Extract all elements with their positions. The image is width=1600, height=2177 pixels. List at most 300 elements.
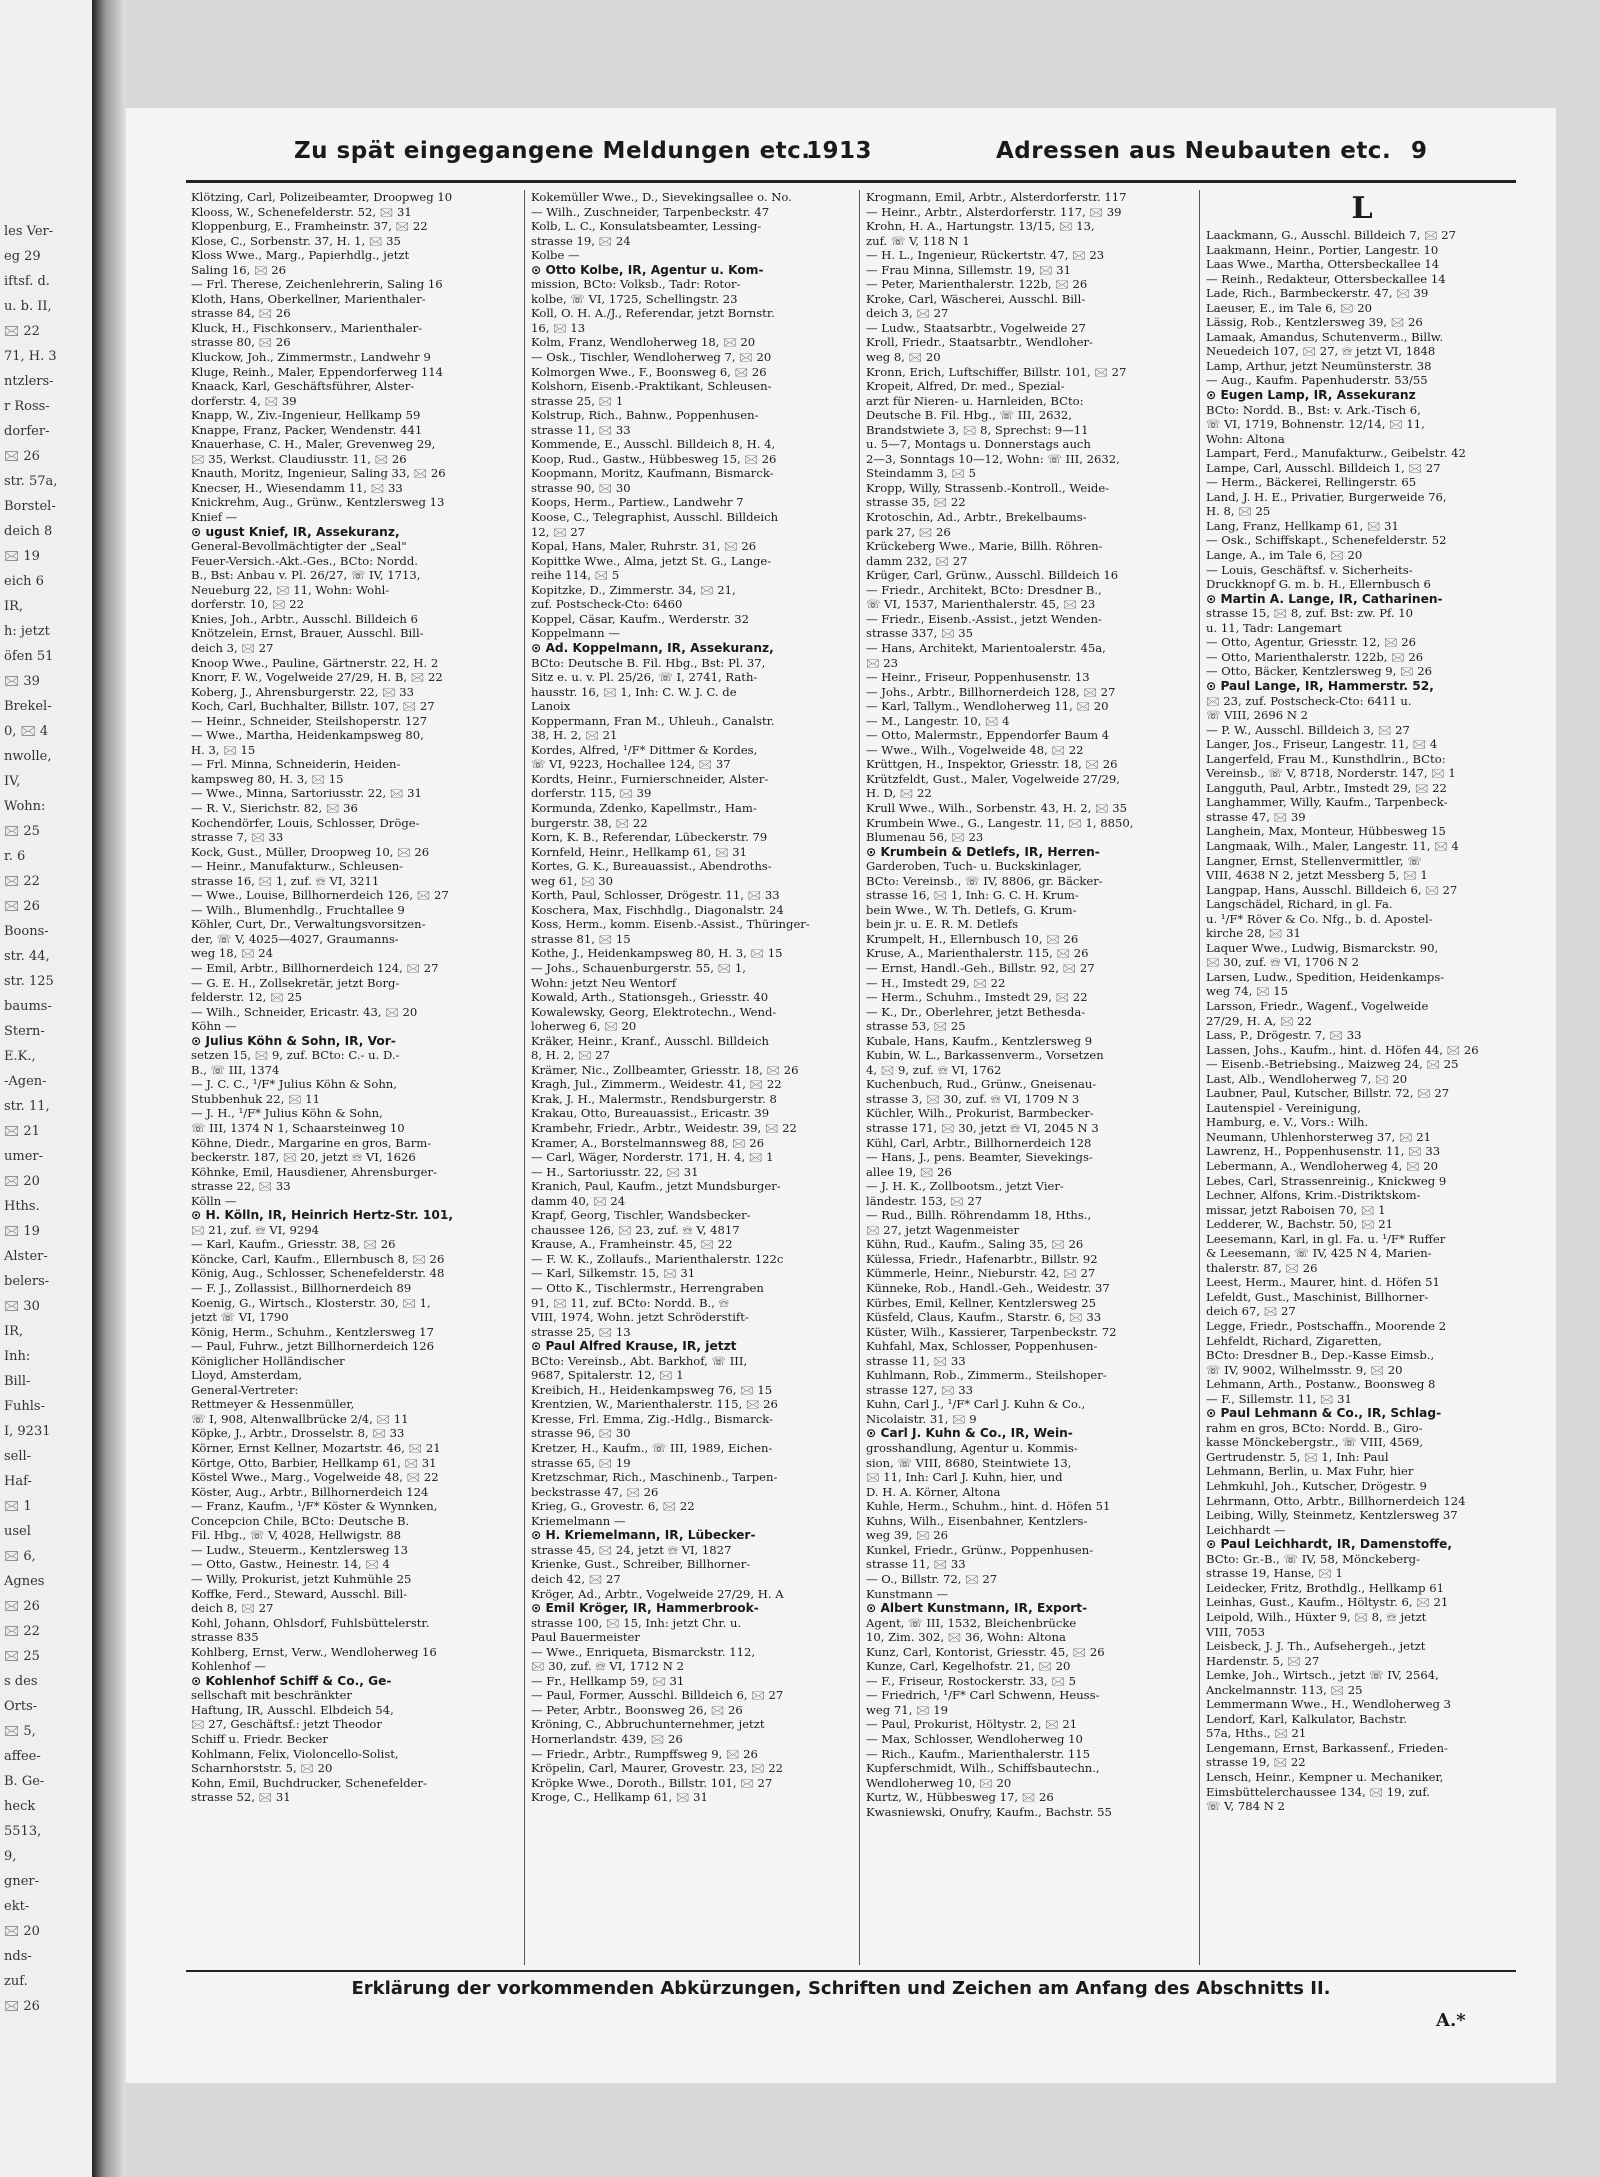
directory-entry: Koopmann, Moritz, Kaufmann, Bismarck- bbox=[531, 466, 774, 481]
directory-entry: ⊙ Emil Kröger, IR, Hammerbrook- bbox=[531, 1601, 759, 1616]
directory-entry: Lang, Franz, Hellkamp 61, 🖂 31 bbox=[1206, 518, 1399, 533]
directory-entry: Neumann, Uhlenhorsterweg 37, 🖂 21 bbox=[1206, 1129, 1431, 1144]
directory-entry: Lensch, Heinr., Kempner u. Mechaniker, bbox=[1206, 1769, 1444, 1784]
facing-page-fragment: belers- bbox=[4, 1274, 50, 1289]
directory-entry: Concepcion Chile, BCto: Deutsche B. bbox=[191, 1513, 410, 1528]
directory-entry: 🖂 23 bbox=[866, 655, 899, 670]
directory-entry: — Hans, Architekt, Marientoalerstr. 45a, bbox=[866, 640, 1106, 655]
facing-page-fragment: 🖂 20 bbox=[4, 1924, 40, 1939]
directory-entry: Laquer Wwe., Ludwig, Bismarckstr. 90, bbox=[1206, 940, 1439, 955]
directory-entry: BCto: Deutsche B. Fil. Hbg., Bst: Pl. 37, bbox=[531, 655, 766, 670]
facing-page-fragment: Inh: bbox=[4, 1349, 31, 1364]
facing-page-fragment: h: jetzt bbox=[4, 624, 50, 639]
facing-page-fragment: 5513, bbox=[4, 1824, 42, 1839]
facing-page-fragment: 71, H. 3 bbox=[4, 349, 57, 364]
directory-entry: Kolshorn, Eisenb.-Praktikant, Schleusen- bbox=[531, 379, 772, 394]
directory-entry: Kuhfahl, Max, Schlosser, Poppenhusen- bbox=[866, 1339, 1098, 1354]
directory-entry: Koenig, G., Wirtsch., Klosterstr. 30, 🖂 1, bbox=[191, 1295, 431, 1310]
directory-entry: kampsweg 80, H. 3, 🖂 15 bbox=[191, 771, 344, 786]
directory-entry: Kramer, A., Borstelmannsweg 88, 🖂 26 bbox=[531, 1135, 765, 1150]
facing-page-fragment: E.K., bbox=[4, 1049, 36, 1064]
directory-entry: Lampe, Carl, Ausschl. Billdeich 1, 🖂 27 bbox=[1206, 460, 1441, 475]
directory-entry: Blumenau 56, 🖂 23 bbox=[866, 830, 984, 845]
directory-entry: 🖂 23, zuf. Postscheck-Cto: 6411 u. bbox=[1206, 693, 1412, 708]
column-4 bbox=[1206, 190, 1518, 1814]
directory-entry: Köhne, Diedr., Margarine en gros, Barm- bbox=[191, 1135, 432, 1150]
directory-entry: — Max, Schlosser, Wendloherweg 10 bbox=[866, 1731, 1083, 1746]
directory-entry: Köhn — bbox=[191, 1019, 237, 1034]
directory-entry: B., ☏ III, 1374 bbox=[191, 1062, 280, 1077]
page-number: 9 bbox=[1411, 138, 1428, 164]
directory-entry: hausstr. 16, 🖂 1, Inh: C. W. J. C. de bbox=[531, 684, 737, 699]
directory-entry: — Carl, Wäger, Norderstr. 171, H. 4, 🖂 1 bbox=[531, 1150, 774, 1165]
directory-entry: strasse 15, 🖂 8, zuf. Bst: zw. Pf. 10 bbox=[1206, 606, 1414, 621]
directory-entry: Küsfeld, Claus, Kaufm., Starstr. 6, 🖂 33 bbox=[866, 1310, 1102, 1325]
directory-entry: Kwasniewski, Onufry, Kaufm., Bachstr. 55 bbox=[866, 1804, 1112, 1819]
directory-entry: Krogmann, Emil, Arbtr., Alsterdorferstr. 117 bbox=[866, 190, 1127, 204]
directory-entry: Neuedeich 107, 🖂 27, ☏ jetzt VI, 1848 bbox=[1206, 344, 1436, 359]
facing-page-fragment: Stern- bbox=[4, 1024, 45, 1039]
header-rule bbox=[186, 180, 1516, 183]
directory-entry: 16, 🖂 13 bbox=[531, 320, 586, 335]
directory-entry: Kronn, Erich, Luftschiffer, Billstr. 101, 🖂 27 bbox=[866, 364, 1127, 379]
directory-entry: Leest, Herm., Maurer, hint. d. Höfen 51 bbox=[1206, 1275, 1440, 1290]
directory-entry: ⊙ Martin A. Lange, IR, Catharinen- bbox=[1206, 591, 1443, 606]
directory-entry: — Wilh., Zuschneider, Tarpenbeckstr. 47 bbox=[531, 204, 770, 219]
facing-page-fragment: u. b. II, bbox=[4, 299, 52, 314]
directory-entry: Kolbe — bbox=[531, 248, 580, 263]
directory-entry: ⊙ Otto Kolbe, IR, Agentur u. Kom- bbox=[531, 262, 764, 277]
directory-entry: 8, H. 2, 🖂 27 bbox=[531, 1048, 610, 1063]
directory-entry: strasse 65, 🖂 19 bbox=[531, 1455, 631, 1470]
directory-entry: Krückeberg Wwe., Marie, Billh. Röhren- bbox=[866, 539, 1103, 554]
directory-entry: Langschädel, Richard, in gl. Fa. bbox=[1206, 897, 1393, 912]
directory-entry: Steindamm 3, 🖂 5 bbox=[866, 466, 977, 481]
facing-page-fragment: umer- bbox=[4, 1149, 43, 1164]
directory-entry: Scharnhorststr. 5, 🖂 20 bbox=[191, 1761, 333, 1776]
directory-entry: — Otto, Bäcker, Kentzlersweg 9, 🖂 26 bbox=[1206, 664, 1433, 679]
directory-entry: Kretzschmar, Rich., Maschinenb., Tarpen- bbox=[531, 1470, 778, 1485]
directory-entry: Leidecker, Fritz, Brothdlg., Hellkamp 61 bbox=[1206, 1580, 1444, 1595]
directory-entry: Kragh, Jul., Zimmerm., Weidestr. 41, 🖂 22 bbox=[531, 1077, 782, 1092]
directory-entry: ⊙ Ad. Koppelmann, IR, Assekuranz, bbox=[531, 640, 774, 655]
directory-entry: Korth, Paul, Schlosser, Drögestr. 11, 🖂 33 bbox=[531, 888, 780, 903]
directory-entry: Lehmann, Berlin, u. Max Fuhr, hier bbox=[1206, 1464, 1414, 1479]
directory-entry: strasse 11, 🖂 33 bbox=[866, 1353, 966, 1368]
directory-entry: ⊙ H. Kriemelmann, IR, Lübecker- bbox=[531, 1528, 756, 1543]
directory-entry: König, Aug., Schlosser, Schenefelderstr. 48 bbox=[191, 1266, 445, 1281]
directory-entry: Lehmann, Arth., Postanw., Boonsweg 8 bbox=[1206, 1377, 1436, 1392]
directory-entry: General-Bevollmächtigter der „Seal" bbox=[191, 539, 407, 554]
directory-entry: Eimsbüttelerchaussee 134, 🖂 19, zuf. bbox=[1206, 1784, 1430, 1799]
directory-entry: Köster, Aug., Arbtr., Billhornerdeich 124 bbox=[191, 1484, 429, 1499]
directory-entry: Legge, Friedr., Postschaffn., Moorende 2 bbox=[1206, 1319, 1447, 1334]
directory-entry: Kolstrup, Rich., Bahnw., Poppenhusen- bbox=[531, 408, 759, 423]
directory-entry: — Johs., Schauenburgerstr. 55, 🖂 1, bbox=[531, 960, 746, 975]
directory-entry: Köpke, J., Arbtr., Drosselstr. 8, 🖂 33 bbox=[191, 1426, 405, 1441]
facing-page-fragment: 0, 🖂 4 bbox=[4, 724, 49, 739]
directory-entry: Kroke, Carl, Wäscherei, Ausschl. Bill- bbox=[866, 291, 1086, 306]
column-3 bbox=[866, 190, 1178, 1819]
directory-entry: Kokemüller Wwe., D., Sievekingsallee o. No. bbox=[531, 190, 792, 204]
directory-entry: — Fr., Hellkamp 59, 🖂 31 bbox=[531, 1673, 685, 1688]
facing-page-fragment: 🖂 1 bbox=[4, 1499, 32, 1514]
directory-entry: Körner, Ernst Kellner, Mozartstr. 46, 🖂 21 bbox=[191, 1441, 441, 1456]
facing-page-fragment: nds- bbox=[4, 1949, 32, 1964]
directory-entry: Langhein, Max, Monteur, Hübbesweg 15 bbox=[1206, 824, 1446, 839]
directory-entry: General-Vertreter: bbox=[191, 1382, 299, 1397]
directory-entry: — F. W. K., Zollaufs., Marienthalerstr. 122c bbox=[531, 1251, 784, 1266]
directory-entry: Ledderer, W., Bachstr. 50, 🖂 21 bbox=[1206, 1217, 1394, 1232]
directory-entry: — Frau Minna, Sillemstr. 19, 🖂 31 bbox=[866, 262, 1072, 277]
directory-entry: ländestr. 153, 🖂 27 bbox=[866, 1193, 983, 1208]
directory-entry: strasse 127, 🖂 33 bbox=[866, 1382, 974, 1397]
directory-entry: Feuer-Versich.-Akt.-Ges., BCto: Nordd. bbox=[191, 553, 418, 568]
facing-page-fragment: str. 11, bbox=[4, 1099, 50, 1114]
page-header bbox=[126, 138, 1556, 170]
signature-mark: A.* bbox=[1436, 2010, 1466, 2031]
directory-entry: Knauth, Moritz, Ingenieur, Saling 33, 🖂 26 bbox=[191, 466, 446, 481]
directory-entry: — Aug., Kaufm. Papenhuderstr. 53/55 bbox=[1206, 373, 1428, 388]
directory-entry: 38, H. 2, 🖂 21 bbox=[531, 728, 618, 743]
facing-page-fragment: sell- bbox=[4, 1449, 32, 1464]
directory-entry: dorferstr. 10, 🖂 22 bbox=[191, 597, 305, 612]
directory-entry: Lamp, Arthur, jetzt Neumünsterstr. 38 bbox=[1206, 358, 1432, 373]
facing-page-fragment: IR, bbox=[4, 599, 24, 614]
directory-entry: — Louis, Geschäftsf. v. Sicherheits- bbox=[1206, 562, 1413, 577]
facing-page-fragment: -Agen- bbox=[4, 1074, 47, 1089]
directory-entry: strasse 84, 🖂 26 bbox=[191, 306, 291, 321]
directory-entry: u. 11, Tadr: Langemart bbox=[1206, 620, 1342, 635]
directory-entry: — Paul, Former, Ausschl. Billdeich 6, 🖂 27 bbox=[531, 1688, 784, 1703]
directory-entry: Kloppenburg, E., Framheinstr. 37, 🖂 22 bbox=[191, 219, 428, 234]
directory-entry: Kunze, Carl, Kegelhofstr. 21, 🖂 20 bbox=[866, 1659, 1071, 1674]
directory-entry: — Reinh., Redakteur, Ottersbeckallee 14 bbox=[1206, 271, 1446, 286]
directory-entry: — J. C. C., ¹/F* Julius Köhn & Sohn, bbox=[191, 1077, 397, 1092]
facing-page-fragment: 🖂 39 bbox=[4, 674, 40, 689]
directory-entry: Kock, Gust., Müller, Droopweg 10, 🖂 26 bbox=[191, 844, 430, 859]
directory-entry: Kordes, Alfred, ¹/F* Dittmer & Kordes, bbox=[531, 742, 758, 757]
facing-page-fragment: 🖂 26 bbox=[4, 899, 40, 914]
directory-entry: strasse 171, 🖂 30, jetzt ☏ VI, 2045 N 3 bbox=[866, 1121, 1099, 1135]
directory-entry: H. 3, 🖂 15 bbox=[191, 742, 256, 757]
directory-entry: beckerstr. 187, 🖂 20, jetzt ☏ VI, 1626 bbox=[191, 1150, 416, 1165]
directory-entry: zuf. ☏ V, 118 N 1 bbox=[866, 233, 970, 248]
facing-page-fragment: öfen 51 bbox=[4, 649, 54, 664]
directory-entry: Nicolaistr. 31, 🖂 9 bbox=[866, 1411, 977, 1426]
facing-page-fragment: str. 125 bbox=[4, 974, 54, 989]
directory-entry: Kopitzke, D., Zimmerstr. 34, 🖂 21, bbox=[531, 582, 736, 597]
directory-entry: Knief — bbox=[191, 510, 238, 525]
facing-page-fragment: heck bbox=[4, 1799, 36, 1814]
facing-page-fragment: Hths. bbox=[4, 1199, 40, 1214]
directory-entry: Rettmeyer & Hessenmüller, bbox=[191, 1397, 355, 1412]
directory-entry: Kruse, A., Marienthalerstr. 115, 🖂 26 bbox=[866, 946, 1089, 961]
directory-entry: Kuhn, Carl J., ¹/F* Carl J. Kuhn & Co., bbox=[866, 1397, 1086, 1412]
directory-entry: — F. J., Zollassist., Billhornerdeich 89 bbox=[191, 1281, 412, 1296]
directory-entry: Kräker, Heinr., Kranf., Ausschl. Billdeich bbox=[531, 1033, 769, 1048]
directory-entry: Kupferschmidt, Wilh., Schiffsbautechn., bbox=[866, 1761, 1100, 1776]
directory-entry: bein jr. u. E. R. M. Detlefs bbox=[866, 917, 1019, 932]
directory-entry: Leisbeck, J. J. Th., Aufsehergeh., jetzt bbox=[1206, 1639, 1426, 1654]
facing-page-fragment: str. 57a, bbox=[4, 474, 58, 489]
directory-entry: Lebes, Carl, Strassenreinig., Knickweg 9 bbox=[1206, 1173, 1447, 1188]
directory-entry: Hardenstr. 5, 🖂 27 bbox=[1206, 1653, 1320, 1668]
directory-entry: Köhnke, Emil, Hausdiener, Ahrensburger- bbox=[191, 1164, 437, 1179]
directory-entry: Koppermann, Fran M., Uhleuh., Canalstr. bbox=[531, 713, 775, 728]
directory-entry: Langguth, Paul, Arbtr., Imstedt 29, 🖂 22 bbox=[1206, 780, 1447, 795]
directory-entry: — Osk., Schiffskapt., Schenefelderstr. 52 bbox=[1206, 533, 1447, 548]
directory-entry: Deutsche B. Fil. Hbg., ☏ III, 2632, bbox=[866, 408, 1072, 423]
directory-entry: — Ernst, Handl.-Geh., Billstr. 92, 🖂 27 bbox=[866, 960, 1095, 975]
directory-entry: 12, 🖂 27 bbox=[531, 524, 586, 539]
directory-entry: — Wilh., Schneider, Ericastr. 43, 🖂 20 bbox=[191, 1004, 418, 1019]
directory-entry: D. H. A. Körner, Altona bbox=[866, 1484, 1001, 1499]
directory-entry: Krumpelt, H., Ellernbusch 10, 🖂 26 bbox=[866, 931, 1079, 946]
directory-entry: Langner, Ernst, Stellenvermittler, ☏ bbox=[1206, 853, 1422, 868]
directory-entry: Koop, Rud., Gastw., Hübbesweg 15, 🖂 26 bbox=[531, 451, 777, 466]
facing-page-fragment: str. 44, bbox=[4, 949, 50, 964]
directory-entry: Knauerhase, C. H., Maler, Grevenweg 29, bbox=[191, 437, 436, 452]
directory-entry: 🖂 30, zuf. ☏ VI, 1706 N 2 bbox=[1206, 955, 1359, 970]
directory-entry: Laackmann, G., Ausschl. Billdeich 7, 🖂 27 bbox=[1206, 228, 1456, 242]
directory-entry: Kohlmann, Felix, Violoncello-Solist, bbox=[191, 1746, 399, 1761]
directory-entry: — Paul, Fuhrw., jetzt Billhornerdeich 126 bbox=[191, 1339, 434, 1354]
directory-entry: Lengemann, Ernst, Barkassenf., Frieden- bbox=[1206, 1740, 1448, 1755]
directory-entry: dorferstr. 115, 🖂 39 bbox=[531, 786, 652, 801]
directory-entry: strasse 19, 🖂 22 bbox=[1206, 1755, 1306, 1770]
directory-entry: Koberg, J., Ahrensburgerstr. 22, 🖂 33 bbox=[191, 684, 415, 699]
directory-entry: Koll, O. H. A./J., Referendar, jetzt Bornstr. bbox=[531, 306, 775, 321]
directory-entry: sion, ☏ VIII, 8680, Steintwiete 13, bbox=[866, 1455, 1072, 1470]
directory-entry: Leesemann, Karl, in gl. Fa. u. ¹/F* Ruffer bbox=[1206, 1231, 1446, 1246]
directory-entry: Lehfeldt, Richard, Zigaretten, bbox=[1206, 1333, 1382, 1348]
directory-entry: missar, jetzt Raboisen 70, 🖂 1 bbox=[1206, 1202, 1386, 1217]
facing-page-fragment: IV, bbox=[4, 774, 21, 789]
directory-entry: ⊙ Kohlenhof Schiff & Co., Ge- bbox=[191, 1673, 392, 1688]
facing-page-fragment: Fuhls- bbox=[4, 1399, 45, 1414]
directory-entry: deich 67, 🖂 27 bbox=[1206, 1304, 1296, 1319]
directory-entry: Krause, A., Framheinstr. 45, 🖂 22 bbox=[531, 1237, 733, 1252]
directory-entry: jetzt ☏ VI, 1790 bbox=[191, 1310, 289, 1325]
directory-entry: BCto: Gr.-B., ☏ IV, 58, Mönckeberg- bbox=[1206, 1551, 1421, 1566]
facing-page-fragment: Wohn: bbox=[4, 799, 46, 814]
directory-entry: 9687, Spitalerstr. 12, 🖂 1 bbox=[531, 1368, 684, 1383]
directory-entry: Vereinsb., ☏ V, 8718, Norderstr. 147, 🖂 1 bbox=[1206, 766, 1456, 781]
directory-entry: Kunstmann — bbox=[866, 1586, 949, 1601]
directory-entry: Kuhle, Herm., Schuhm., hint. d. Höfen 51 bbox=[866, 1499, 1111, 1514]
directory-entry: Kolmorgen Wwe., F., Boonsweg 6, 🖂 26 bbox=[531, 364, 767, 379]
facing-page-fragment: 🖂 22 bbox=[4, 874, 40, 889]
directory-entry: Knötzelein, Ernst, Brauer, Ausschl. Bill- bbox=[191, 626, 424, 641]
directory-entry: strasse 47, 🖂 39 bbox=[1206, 809, 1306, 824]
directory-entry: Kluckow, Joh., Zimmermstr., Landwehr 9 bbox=[191, 350, 431, 365]
directory-entry: Kölln — bbox=[191, 1193, 237, 1208]
directory-entry: — Osk., Tischler, Wendloherweg 7, 🖂 20 bbox=[531, 350, 772, 365]
directory-entry: — Frl. Therese, Zeichenlehrerin, Saling 16 bbox=[191, 277, 443, 292]
directory-entry: Kowalewsky, Georg, Elektrotechn., Wend- bbox=[531, 1004, 777, 1019]
directory-entry: Krieg, G., Grovestr. 6, 🖂 22 bbox=[531, 1499, 695, 1514]
directory-entry: — H., Sartoriusstr. 22, 🖂 31 bbox=[531, 1164, 699, 1179]
directory-entry: Kopal, Hans, Maler, Ruhrstr. 31, 🖂 26 bbox=[531, 539, 757, 554]
directory-entry: 57a, Hths., 🖂 21 bbox=[1206, 1726, 1307, 1741]
directory-entry: rahm en gros, BCto: Nordd. B., Giro- bbox=[1206, 1420, 1423, 1435]
directory-entry: — Ludw., Steuerm., Kentzlersweg 13 bbox=[191, 1542, 409, 1557]
directory-entry: strasse 52, 🖂 31 bbox=[191, 1790, 291, 1805]
facing-page-fragment: gner- bbox=[4, 1874, 39, 1889]
directory-entry: Lange, A., im Tale 6, 🖂 20 bbox=[1206, 548, 1363, 563]
directory-entry: B., Bst: Anbau v. Pl. 26/27, ☏ IV, 1713, bbox=[191, 568, 421, 583]
book-spine bbox=[92, 0, 126, 2177]
directory-entry: — Karl, Kaufm., Griesstr. 38, 🖂 26 bbox=[191, 1237, 396, 1252]
directory-entry: Koffke, Ferd., Steward, Ausschl. Bill- bbox=[191, 1586, 408, 1601]
directory-entry: — Otto, Marienthalerstr. 122b, 🖂 26 bbox=[1206, 649, 1424, 664]
directory-entry: — Heinr., Friseur, Poppenhusenstr. 13 bbox=[866, 670, 1090, 685]
directory-entry: Külessa, Friedr., Hafenarbtr., Billstr. 92 bbox=[866, 1251, 1098, 1266]
directory-entry: Neueburg 22, 🖂 11, Wohn: Wohl- bbox=[191, 582, 390, 597]
directory-entry: deich 3, 🖂 27 bbox=[866, 306, 949, 321]
directory-entry: ⊙ Paul Lehmann & Co., IR, Schlag- bbox=[1206, 1406, 1442, 1421]
directory-entry: — Wwe., Louise, Billhornerdeich 126, 🖂 27 bbox=[191, 888, 449, 903]
directory-entry: Sitz e. u. v. Pl. 25/26, ☏ I, 2741, Rath- bbox=[531, 670, 758, 685]
directory-entry: Klooss, W., Schenefelderstr. 52, 🖂 31 bbox=[191, 204, 412, 219]
directory-entry: Kröning, C., Abbruchunternehmer, jetzt bbox=[531, 1717, 765, 1732]
directory-entry: Lloyd, Amsterdam, bbox=[191, 1368, 303, 1383]
directory-entry: strasse 16, 🖂 1, Inh: G. C. H. Krum- bbox=[866, 888, 1079, 903]
directory-entry: Krambehr, Friedr., Arbtr., Weidestr. 39, 🖂 22 bbox=[531, 1121, 797, 1135]
directory-entry: — Otto K., Tischlermstr., Herrengraben bbox=[531, 1281, 764, 1296]
directory-entry: strasse 11, 🖂 33 bbox=[531, 422, 631, 437]
directory-entry: — Paul, Prokurist, Höltystr. 2, 🖂 21 bbox=[866, 1717, 1078, 1732]
directory-entry: Lechner, Alfons, Krim.-Distriktskom- bbox=[1206, 1188, 1421, 1203]
directory-entry: deich 3, 🖂 27 bbox=[191, 640, 274, 655]
directory-entry: Lendorf, Karl, Kalkulator, Bachstr. bbox=[1206, 1711, 1408, 1726]
directory-entry: arzt für Nieren- u. Harnleiden, BCto: bbox=[866, 393, 1084, 408]
directory-entry: Wendloherweg 10, 🖂 20 bbox=[866, 1775, 1012, 1790]
directory-entry: mission, BCto: Volksb., Tadr: Rotor- bbox=[531, 277, 741, 292]
facing-page-fragment: 🖂 20 bbox=[4, 1174, 40, 1189]
directory-entry: bein Wwe., W. Th. Detlefs, G. Krum- bbox=[866, 902, 1077, 917]
directory-entry: — Wwe., Martha, Heidenkampsweg 80, bbox=[191, 728, 424, 743]
footer-rule bbox=[186, 1970, 1516, 1972]
directory-entry: strasse 11, 🖂 33 bbox=[866, 1557, 966, 1572]
facing-page-fragment: 9, bbox=[4, 1849, 17, 1864]
directory-entry: strasse 81, 🖂 15 bbox=[531, 931, 631, 946]
header-right: Adressen aus Neubauten etc. bbox=[996, 138, 1392, 164]
directory-entry: Krüger, Carl, Grünw., Ausschl. Billdeich 16 bbox=[866, 568, 1119, 583]
directory-entry: — Friedr., Eisenb.-Assist., jetzt Wenden- bbox=[866, 611, 1102, 626]
directory-entry: Lade, Rich., Barmbeckerstr. 47, 🖂 39 bbox=[1206, 286, 1429, 301]
directory-entry: — Wilh., Blumenhdlg., Fruchtallee 9 bbox=[191, 902, 405, 917]
directory-entry: — Heinr., Manufakturw., Schleusen- bbox=[191, 859, 404, 874]
facing-page-fragment: baums- bbox=[4, 999, 52, 1014]
directory-entry: Lampart, Ferd., Manufakturw., Geibelstr. 42 bbox=[1206, 446, 1466, 461]
directory-entry: Kohlenhof — bbox=[191, 1659, 266, 1674]
facing-page-fragment: Orts- bbox=[4, 1699, 38, 1714]
directory-entry: Laubner, Paul, Kutscher, Billstr. 72, 🖂 27 bbox=[1206, 1086, 1450, 1101]
directory-entry: dorferstr. 4, 🖂 39 bbox=[191, 393, 297, 408]
directory-entry: strasse 22, 🖂 33 bbox=[191, 1179, 291, 1194]
directory-entry: strasse 835 bbox=[191, 1630, 259, 1645]
directory-entry: Kohn, Emil, Buchdrucker, Schenefelder- bbox=[191, 1775, 427, 1790]
directory-entry: strasse 90, 🖂 30 bbox=[531, 480, 631, 495]
directory-entry: Kohl, Johann, Ohlsdorf, Fuhlsbüttelerstr. bbox=[191, 1615, 430, 1630]
directory-entry: Kubale, Hans, Kaufm., Kentzlersweg 9 bbox=[866, 1033, 1093, 1048]
facing-page-fragment: ntzlers- bbox=[4, 374, 54, 389]
directory-entry: Kohlberg, Ernst, Verw., Wendloherweg 16 bbox=[191, 1644, 437, 1659]
directory-entry: Knappe, Franz, Packer, Wendenstr. 441 bbox=[191, 422, 423, 437]
directory-entry: Kochendörfer, Louis, Schlosser, Dröge- bbox=[191, 815, 420, 830]
directory-entry: Kümmerle, Heinr., Nieburstr. 42, 🖂 27 bbox=[866, 1266, 1096, 1281]
directory-entry: strasse 45, 🖂 24, jetzt ☏ VI, 1827 bbox=[531, 1542, 732, 1557]
directory-entry: — Rich., Kaufm., Marienthalerstr. 115 bbox=[866, 1746, 1090, 1761]
directory-entry: Krienke, Gust., Schreiber, Billhorner- bbox=[531, 1557, 751, 1572]
directory-entry: ⊙ Carl J. Kuhn & Co., IR, Wein- bbox=[866, 1426, 1073, 1441]
directory-entry: BCto: Nordd. B., Bst: v. Ark.-Tisch 6, bbox=[1206, 402, 1421, 417]
directory-entry: Kloss Wwe., Marg., Papierhdlg., jetzt bbox=[191, 248, 410, 263]
directory-entry: Brandstwiete 3, 🖂 8, Sprechst: 9—11 bbox=[866, 422, 1089, 437]
directory-entry: Laas Wwe., Martha, Ottersbeckallee 14 bbox=[1206, 257, 1440, 272]
facing-page-fragment: iftsf. d. bbox=[4, 274, 50, 289]
directory-entry: 27/29, H. A, 🖂 22 bbox=[1206, 1013, 1313, 1028]
directory-entry: damm 40, 🖂 24 bbox=[531, 1193, 626, 1208]
directory-entry: Lebermann, A., Wendloherweg 4, 🖂 20 bbox=[1206, 1159, 1438, 1173]
directory-entry: 10, Zim. 302, 🖂 36, Wohn: Altona bbox=[866, 1630, 1066, 1645]
directory-entry: H. D, 🖂 22 bbox=[866, 786, 932, 801]
directory-entry: — P. W., Ausschl. Billdeich 3, 🖂 27 bbox=[1206, 722, 1410, 737]
facing-page-fragment: 🖂 30 bbox=[4, 1299, 40, 1314]
column-divider bbox=[859, 190, 860, 1965]
directory-entry: Kröpelin, Carl, Maurer, Grovestr. 23, 🖂 22 bbox=[531, 1761, 783, 1776]
facing-page-fragment: Brekel- bbox=[4, 699, 52, 714]
directory-entry: strasse 53, 🖂 25 bbox=[866, 1019, 966, 1034]
facing-page-fragment: s des bbox=[4, 1674, 38, 1689]
directory-entry: ⊙ Krumbein & Detlefs, IR, Herren- bbox=[866, 844, 1100, 859]
directory-entry: — Ludw., Staatsarbtr., Vogelweide 27 bbox=[866, 320, 1086, 335]
directory-entry: 🖂 27, Geschäftsf.: jetzt Theodor bbox=[191, 1717, 382, 1732]
directory-entry: Lemke, Joh., Wirtsch., jetzt ☏ IV, 2564, bbox=[1206, 1668, 1439, 1683]
directory-entry: Klose, C., Sorbenstr. 37, H. 1, 🖂 35 bbox=[191, 233, 401, 248]
directory-entry: Krumbein Wwe., G., Langestr. 11, 🖂 1, 8850, bbox=[866, 815, 1134, 830]
facing-page-fragment: zuf. bbox=[4, 1974, 28, 1989]
directory-entry: Laeuser, E., im Tale 6, 🖂 20 bbox=[1206, 300, 1373, 315]
directory-entry: Kortes, G. K., Bureauassist., Abendroths- bbox=[531, 859, 772, 874]
directory-entry: 🖂 35, Werkst. Claudiusstr. 11, 🖂 26 bbox=[191, 451, 407, 466]
facing-page-fragment: Alster- bbox=[4, 1249, 48, 1264]
directory-entry: felderstr. 12, 🖂 25 bbox=[191, 990, 303, 1005]
directory-entry: Kriemelmann — bbox=[531, 1513, 626, 1528]
facing-page-fragment: 🖂 26 bbox=[4, 1999, 40, 2014]
column-divider bbox=[524, 190, 525, 1965]
directory-entry: — Wwe., Enriqueta, Bismarckstr. 112, bbox=[531, 1644, 756, 1659]
directory-entry: Koppelmann — bbox=[531, 626, 620, 641]
directory-entry: strasse 80, 🖂 26 bbox=[191, 335, 291, 350]
directory-entry: Kranich, Paul, Kaufm., jetzt Mundsburger- bbox=[531, 1179, 781, 1194]
directory-entry: Kroll, Friedr., Staatsarbtr., Wendloher- bbox=[866, 335, 1093, 350]
directory-entry: Krüttgen, H., Inspektor, Griesstr. 18, 🖂 26 bbox=[866, 757, 1118, 772]
directory-entry: Langhammer, Willy, Kaufm., Tarpenbeck- bbox=[1206, 795, 1448, 810]
directory-entry: Knaack, Karl, Geschäftsführer, Alster- bbox=[191, 379, 415, 394]
directory-entry: Krämer, Nic., Zollbeamter, Griesstr. 18, 🖂 26 bbox=[531, 1062, 799, 1077]
directory-entry: der, ☏ V, 4025—4027, Graumanns- bbox=[191, 931, 399, 946]
directory-entry: u. 5—7, Montags u. Donnerstags auch bbox=[866, 437, 1091, 452]
directory-entry: Anckelmannstr. 113, 🖂 25 bbox=[1206, 1682, 1363, 1697]
left-page-margin bbox=[0, 0, 95, 2177]
directory-entry: weg 39, 🖂 26 bbox=[866, 1528, 949, 1543]
directory-entry: allee 19, 🖂 26 bbox=[866, 1164, 952, 1179]
facing-page-fragment: 🖂 5, bbox=[4, 1724, 36, 1739]
directory-entry: kolbe, ☏ VI, 1725, Schellingstr. 23 bbox=[531, 291, 738, 306]
